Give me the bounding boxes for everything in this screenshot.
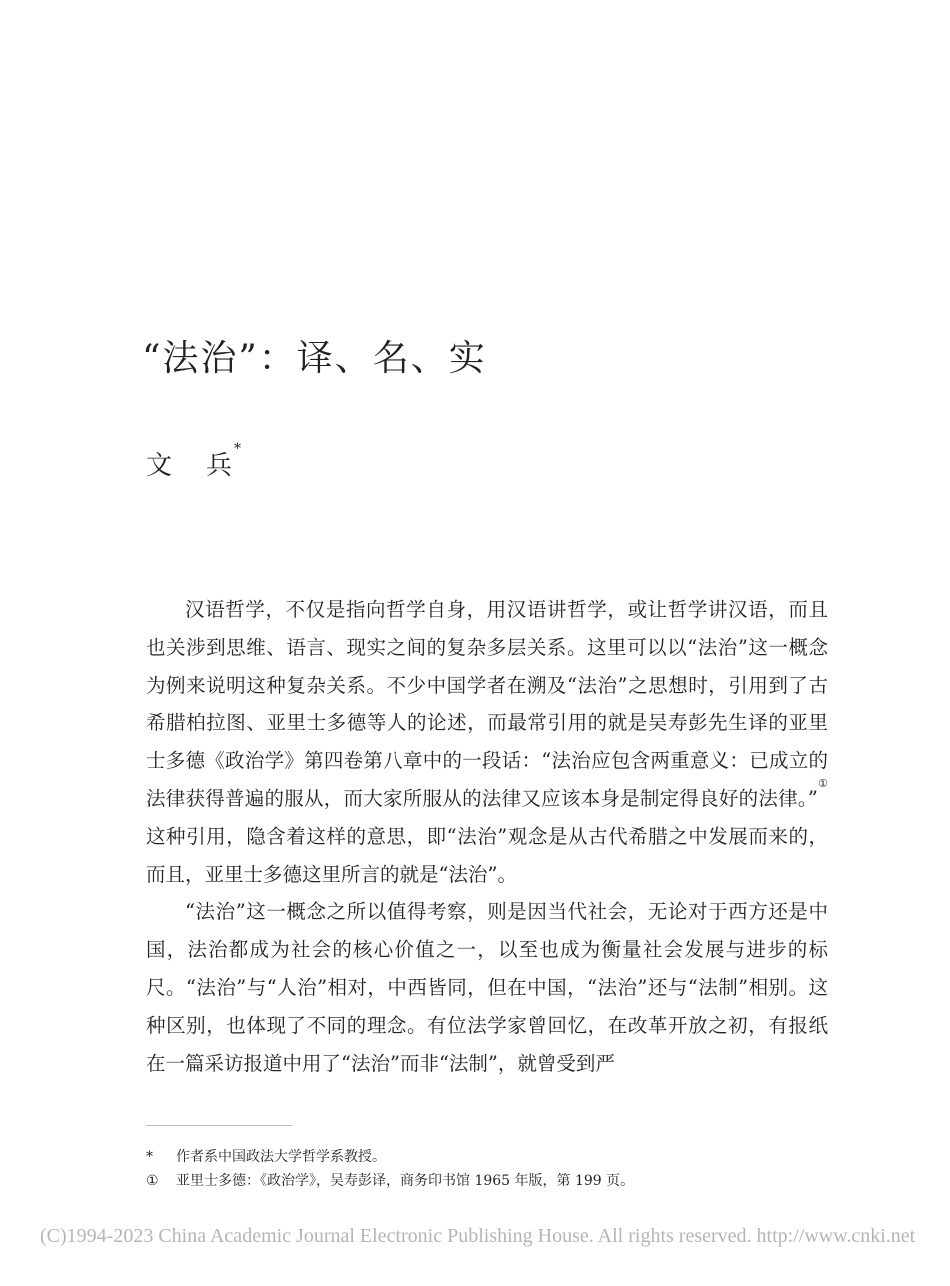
author-name (146, 441, 242, 482)
article-body (146, 591, 828, 1082)
footnote-mark: * (146, 1149, 153, 1165)
article-title: “法治”：译、名、实 (142, 338, 487, 379)
footnote-text: 作者系中国政法大学哲学系教授。 (176, 1149, 386, 1165)
paragraph-1-text: 汉语哲学，不仅是指向哲学自身，用汉语讲哲学，或让哲学讲汉语，而且也关涉到思维、语言、现实之间的复杂多层关系。这里可以以“法治”这一概念为例来说明这种复杂关系。不少中国学者在溯及“法治”之思想时，引用到了古希腊柏拉图、亚里士多德等人的论述，而最常引用的就是吴寿彭先生译的亚里士多德《政治学》第四卷第八章中的一段话：“法治应包含两重意义：已成立的法律获得普遍的服从，而大家所服从的法律又应该本身是制定得良好的法律。” (146, 598, 828, 810)
footnote-1 (146, 1169, 846, 1193)
body-paragraph-2: “法治”这一概念之所以值得考察，则是因当代社会，无论对于西方还是中国，法治都成为社会的核心价值之一，以至也成为衡量社会发展与进步的标尺。“法治”与“人治”相对，中西皆同，但在中国，“法治”还与“法制”相别。这种区别，也体现了不同的理念。有位法学家曾回忆，在改革开放之初，有报纸在一篇采访报道中用了“法治”而非“法制”，就曾受到严 (146, 900, 828, 1075)
author-footnote-mark[interactable]: * (234, 441, 242, 457)
footnotes (146, 1145, 846, 1193)
footnote-mark: ① (146, 1173, 159, 1189)
footnote-ref-1[interactable]: ① (817, 776, 828, 790)
footnote-divider (146, 1125, 292, 1126)
body-paragraph-1 (146, 591, 828, 893)
author-name-char-1: 文 (146, 451, 173, 481)
paragraph-1-text-continued: 这种引用，隐含着这样的意思，即“法治”观念是从古代希腊之中发展而来的，而且，亚里士多德这里所言的就是“法治”。 (146, 824, 828, 886)
copyright-notice: (C)1994-2023 China Academic Journal Electronic Publishing House. All rights reserved. http://www.cnki.net (40, 1225, 916, 1247)
footnote-text: 亚里士多德：《政治学》，吴寿彭译，商务印书馆 1965 年版，第 199 页。 (176, 1173, 635, 1189)
footnote-author (146, 1145, 846, 1169)
author-name-char-2: 兵 (206, 451, 233, 481)
